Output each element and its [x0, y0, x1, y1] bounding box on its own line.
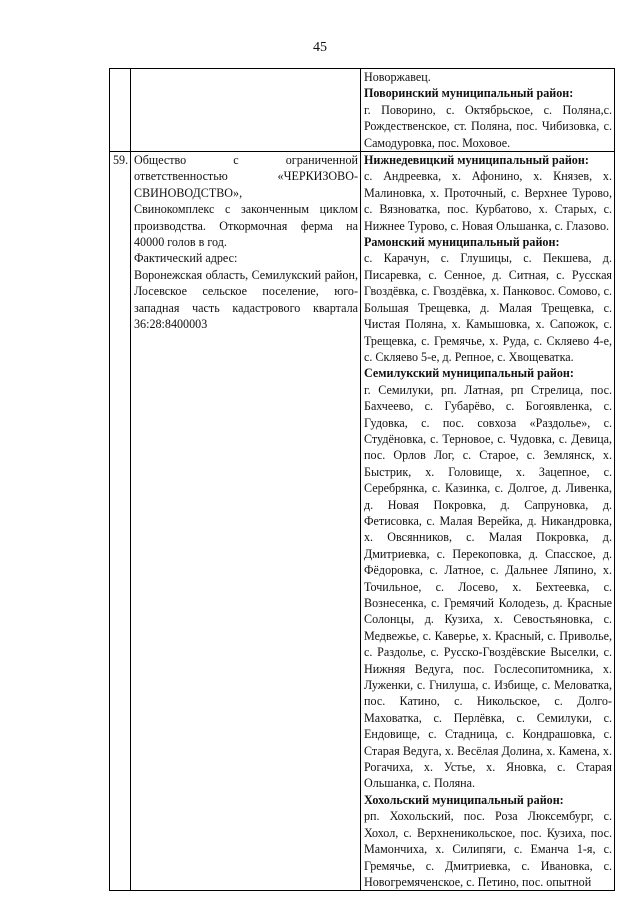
district-text: г. Семилуки, рп. Латная, рп Стрелица, пос. Бахчеево, с. Губарёво, с. Богоявленка, с. Гудовка, с. пос. совхоза «Раздолье», с. Студёновка, с. Терновое, с. Чудовка, с. Девица, пос. Орлов Лог, с. Старое, с. Землянск, х. Быстрик, х. Головище, х. Зацепное, с. Серебрянка, с. Казинка, с. Долгое, д. Ливенка, д. Новая Покровка, д. Сапруновка, д. Фетисовка, с. Малая Верейка, д. Никандровка, х. Овсянников, с. Малая Покровка, д. Дмитриевка, с. Перекоповка, д. Спасское, д. Фёдоровка, с. Латное, с. Дальнее Ляпино, х. Точильное, с. Лосево, х. Бехтеевка, с. Вознесенка, с. Гремячий Колодезь, д. Красные Солонцы, д. Кузиха, х. Севостьяновка, с. Медвежье, с. Каверье, х. Красный, с. Приволье, с. Раздолье, с. Русско-Гвоздёвские Выселки, с. Нижняя Ведуга, пос. Гослесопитомника, х. Луженки, с. Гнилуша, с. Избище, с. Меловатка, пос. Катино, с. Никольское, с. Долго-Маховатка, с. Перлёвка, с. Семилуки, с. Ендовище, с. Стадница, с. Кондрашовка, с. Старая Ведуга, х. Весёлая Долина, х. Камена, х. Рогачиха, х. Устье, х. Яновка, с. Старая Ольшанка, с. Поляна. [364, 382, 612, 791]
district-text: с. Карачун, с. Глушицы, с. Пекшева, д. Писаревка, с. Сенное, д. Ситная, с. Русская Гвоздёвка, с. Гвоздёвка, х. Панковос. Сомово, с. Большая Трещевка, д. Малая Трещевка, с. Чистая Поляна, х. Камышовка, х. Сапожок, с. Трещевка, с. Гремячье, х. Руда, с. Скляево 4-е, с. Скляево 5-е, д. Репное, с. Хвощеватка. [364, 251, 612, 364]
district-title: Рамонский муниципальный район: [364, 235, 560, 250]
district-title: Хохольский муниципальный район: [364, 792, 564, 807]
organization-name: Общество с ограниченной ответственностью «ЧЕРКИЗОВО-СВИНОВОДСТВО», [134, 153, 358, 200]
table-row [110, 69, 615, 152]
organization-description: Свинокомплекс с законченным циклом производства. Откормочная ферма на 40000 голов в год. [134, 202, 358, 250]
page-number: 45 [313, 40, 327, 55]
districts-cell [361, 69, 615, 152]
row-number-cell: 59. [110, 152, 131, 891]
organization-cell [131, 69, 361, 152]
district-text: рп. Хохольский, пос. Роза Люксембург, с. Хохол, с. Верхненикольское, пос. Кузиха, пос. Мамончиха, х. Силипяги, с. Еманча 1-я, с. Гремячье, с. Дмитриевка, с. Ивановка, с. Новогремяченское, с. Петино, пос. опытной [364, 809, 612, 889]
district-text: Новоржавец. [364, 70, 431, 84]
district-title: Семилукский муниципальный район: [364, 366, 574, 381]
district-text: г. Поворино, с. Октябрьское, с. Поляна,с. Рождественское, ст. Поляна, пос. Чибизовка, с. Самодуровка, пос. Моховое. [364, 102, 612, 150]
settlements-table [109, 68, 615, 891]
organization-cell [131, 152, 361, 891]
address-label: Фактический адрес: [134, 251, 238, 266]
row-number-cell [110, 69, 131, 152]
district-title: Поворинский муниципальный район: [364, 86, 574, 101]
district-title: Нижнедевицкий муниципальный район: [364, 153, 589, 168]
address-text: Воронежская область, Семилукский район, Лосевское сельское поселение, юго-западная часть кадастрового квартала 36:28:8400003 [134, 267, 358, 332]
districts-cell [361, 152, 615, 891]
district-text: с. Андреевка, х. Афонино, х. Князев, х. Малиновка, х. Проточный, с. Верхнее Турово, с. Вязноватка, пос. Курбатово, х. Старых, с. Нижнее Турово, с. Новая Ольшанка, с. Глазово. [364, 169, 612, 233]
table-row [110, 152, 615, 891]
